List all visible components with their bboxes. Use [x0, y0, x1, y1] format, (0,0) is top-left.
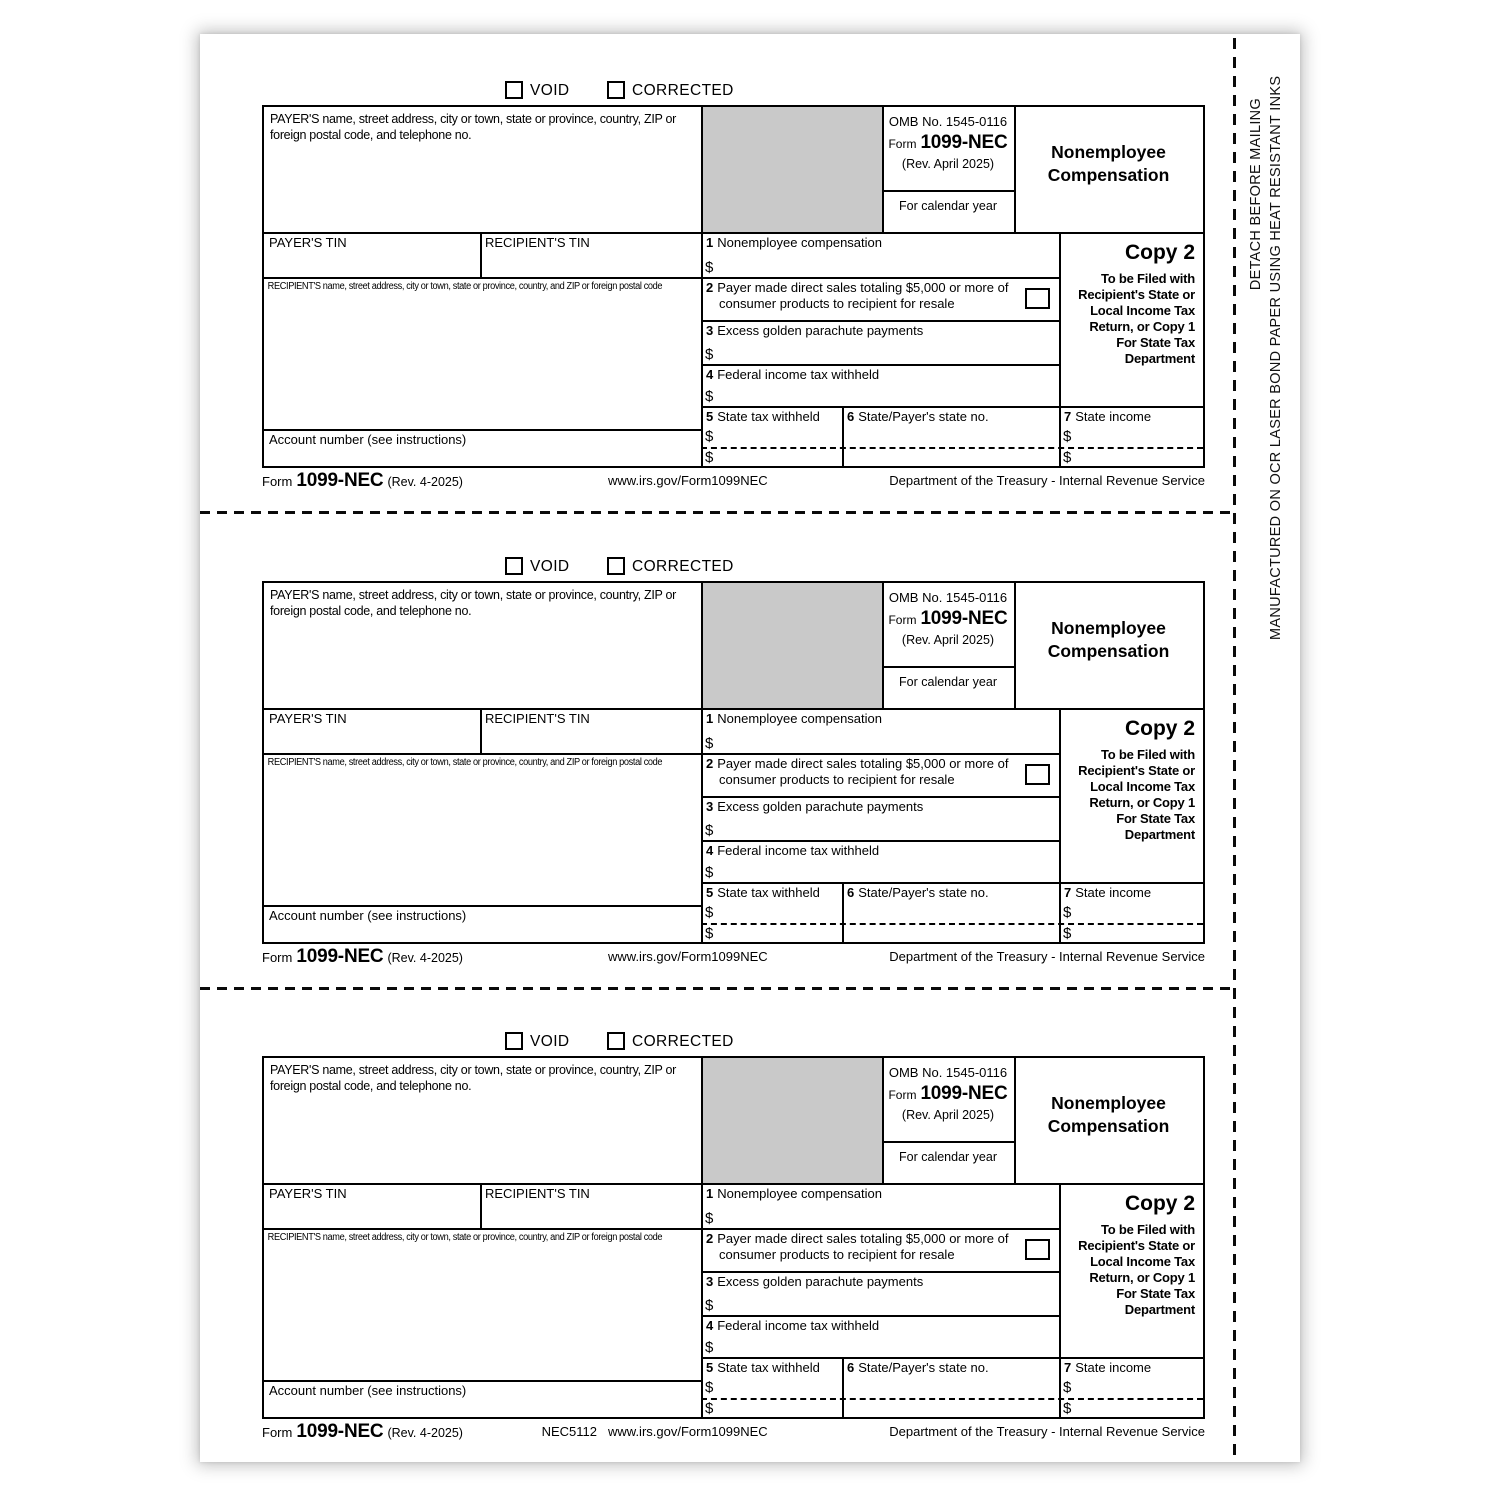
- copy2-text-line: To be Filed with: [1100, 747, 1195, 762]
- box3-label: 3 Excess golden parachute payments: [706, 1274, 924, 1289]
- dollar-sign: $: [1063, 428, 1072, 445]
- copy2-text-line: Return, or Copy 1: [1089, 1270, 1195, 1285]
- box5-label: 5 State tax withheld: [706, 409, 820, 424]
- title-line-1: Nonemployee: [1051, 142, 1166, 162]
- box7-label: 7 State income: [1064, 409, 1152, 424]
- copy2-text-line: Recipient's State or: [1078, 287, 1195, 302]
- box5-state-tax-withheld[interactable]: [701, 882, 844, 942]
- box4-label: 4 Federal income tax withheld: [706, 367, 880, 382]
- calendar-year-label: For calendar year: [899, 199, 997, 213]
- shaded-box: [703, 1058, 884, 1185]
- account-number-label: Account number (see instructions): [269, 1383, 467, 1398]
- corrected-label: CORRECTED: [632, 1033, 734, 1050]
- irs-url: www.irs.gov/Form1099NEC: [608, 949, 768, 964]
- irs-url: www.irs.gov/Form1099NEC: [608, 473, 768, 488]
- calendar-year-label: For calendar year: [899, 1150, 997, 1164]
- form-1099-nec-copy: [200, 557, 1300, 1027]
- copy2-text-line: For State Tax: [1116, 811, 1195, 826]
- box2-label: 2 Payer made direct sales totaling $5,000 or more of consumer products to recipient for resale: [706, 756, 1009, 787]
- form-title: [1014, 107, 1203, 234]
- box1-nonemployee-compensation[interactable]: [701, 1183, 1061, 1230]
- product-code: NEC5112: [541, 1424, 597, 1439]
- treasury-department-text: Department of the Treasury - Internal Revenue Service: [889, 1424, 1205, 1439]
- box1-nonemployee-compensation[interactable]: [701, 708, 1061, 755]
- box3-golden-parachute[interactable]: [701, 320, 1061, 366]
- dollar-sign: $: [705, 259, 714, 276]
- revision-date: (Rev. April 2025): [901, 1108, 995, 1122]
- copy2-text-line: Local Income Tax: [1090, 303, 1195, 318]
- copy2-text-line: For State Tax: [1116, 1286, 1195, 1301]
- manufactured-ocr-text: MANUFACTURED ON OCR LASER BOND PAPER USING HEAT RESISTANT INKS: [1268, 75, 1284, 640]
- recipient-tin-label: RECIPIENT'S TIN: [485, 1186, 590, 1201]
- void-corrected-row: [200, 557, 1300, 577]
- recipient-name-address-box[interactable]: [264, 1228, 703, 1382]
- treasury-department-text: Department of the Treasury - Internal Revenue Service: [889, 949, 1205, 964]
- recipient-tin-box[interactable]: [480, 1183, 703, 1230]
- form-word: Form: [888, 1088, 917, 1102]
- form-table: [262, 105, 1205, 468]
- box5-state-tax-withheld[interactable]: [701, 406, 844, 466]
- void-checkbox[interactable]: [505, 1032, 523, 1050]
- recipient-name-address-box[interactable]: [264, 753, 703, 907]
- corrected-label: CORRECTED: [632, 558, 734, 575]
- detach-before-mailing-text: DETACH BEFORE MAILING: [1248, 98, 1264, 291]
- title-line-2: Compensation: [1047, 1116, 1170, 1136]
- omb-number: OMB No. 1545-0116: [888, 114, 1008, 129]
- omb-form-box: [882, 583, 1016, 710]
- payer-tin-box[interactable]: [264, 1183, 482, 1230]
- form-footer: [262, 1421, 1205, 1441]
- payer-name-address-box[interactable]: [264, 1058, 703, 1185]
- copy2-text-line: Local Income Tax: [1090, 1254, 1195, 1269]
- account-number-box[interactable]: [264, 905, 703, 942]
- form-footer: [262, 470, 1205, 490]
- box3-label: 3 Excess golden parachute payments: [706, 323, 924, 338]
- payer-tin-label: PAYER'S TIN: [269, 711, 347, 726]
- void-corrected-row: [200, 1032, 1300, 1052]
- revision-date: (Rev. April 2025): [901, 157, 995, 171]
- dollar-sign: $: [1063, 925, 1072, 942]
- payer-tin-label: PAYER'S TIN: [269, 235, 347, 250]
- dollar-sign: $: [705, 735, 714, 752]
- footer-form-id: [262, 946, 463, 968]
- dollar-sign: $: [705, 822, 714, 839]
- shaded-box: [703, 107, 884, 234]
- account-number-label: Account number (see instructions): [269, 908, 467, 923]
- box4-federal-tax-withheld[interactable]: [701, 1315, 1061, 1359]
- omb-section: [882, 1058, 1014, 1143]
- corrected-checkbox[interactable]: [607, 1032, 625, 1050]
- void-label: VOID: [530, 82, 570, 99]
- recipient-tin-box[interactable]: [480, 232, 703, 279]
- void-corrected-row: [200, 81, 1300, 101]
- form-sheet: [200, 34, 1300, 1462]
- box1-nonemployee-compensation[interactable]: [701, 232, 1061, 279]
- void-checkbox[interactable]: [505, 81, 523, 99]
- form-word: Form: [888, 137, 917, 151]
- box7-state-income[interactable]: [1059, 1357, 1203, 1417]
- footer-form-word: Form: [262, 950, 293, 965]
- footer-form-id: [262, 1421, 463, 1443]
- form-title: [1014, 1058, 1203, 1185]
- form-number: 1099-NEC: [920, 1083, 1008, 1104]
- form-table: [262, 581, 1205, 944]
- box7-state-income[interactable]: [1059, 882, 1203, 942]
- box2-label: 2 Payer made direct sales totaling $5,000 or more of consumer products to recipient for resale: [706, 1231, 1009, 1262]
- box5-label: 5 State tax withheld: [706, 1360, 820, 1375]
- shaded-box: [703, 583, 884, 710]
- revision-date: (Rev. April 2025): [901, 633, 995, 647]
- title-line-1: Nonemployee: [1051, 1093, 1166, 1113]
- footer-form-number: 1099-NEC: [296, 1421, 384, 1442]
- dollar-sign: $: [1063, 449, 1072, 466]
- copy2-text-line: For State Tax: [1116, 335, 1195, 350]
- box4-label: 4 Federal income tax withheld: [706, 843, 880, 858]
- box1-label: 1 Nonemployee compensation: [706, 711, 883, 726]
- form-1099-nec-copy: [200, 81, 1300, 551]
- dollar-sign: $: [705, 1297, 714, 1314]
- box6-state-payer-state-no[interactable]: [842, 882, 1061, 942]
- treasury-department-text: Department of the Treasury - Internal Revenue Service: [889, 473, 1205, 488]
- footer-revision: (Rev. 4-2025): [387, 1426, 463, 1440]
- recipient-name-address-label: RECIPIENT'S name, street address, city or town, state or province, country, and ZIP or foreign postal code: [267, 1232, 663, 1243]
- copy2-panel: [1059, 708, 1203, 884]
- title-line-2: Compensation: [1047, 641, 1170, 661]
- box4-label: 4 Federal income tax withheld: [706, 1318, 880, 1333]
- dollar-sign: $: [705, 449, 714, 466]
- dollar-sign: $: [705, 1339, 714, 1356]
- box2-checkbox[interactable]: [1025, 288, 1050, 309]
- box1-label: 1 Nonemployee compensation: [706, 235, 883, 250]
- omb-section: [882, 583, 1014, 668]
- recipient-tin-label: RECIPIENT'S TIN: [485, 235, 590, 250]
- payer-tin-label: PAYER'S TIN: [269, 1186, 347, 1201]
- form-title: [1014, 583, 1203, 710]
- box3-golden-parachute[interactable]: [701, 1271, 1061, 1317]
- recipient-tin-box[interactable]: [480, 708, 703, 755]
- box3-label: 3 Excess golden parachute payments: [706, 799, 924, 814]
- dollar-sign: $: [705, 346, 714, 363]
- copy2-text-line: To be Filed with: [1100, 1222, 1195, 1237]
- footer-revision: (Rev. 4-2025): [387, 475, 463, 489]
- form-number: 1099-NEC: [920, 132, 1008, 153]
- copy2-text-line: Return, or Copy 1: [1089, 319, 1195, 334]
- copy2-text-line: Department: [1124, 827, 1195, 842]
- dollar-sign: $: [705, 428, 714, 445]
- form-table: [262, 1056, 1205, 1419]
- box5-label: 5 State tax withheld: [706, 885, 820, 900]
- dollar-sign: $: [705, 925, 714, 942]
- form-number-line: [882, 1083, 1014, 1105]
- footer-form-id: [262, 470, 463, 492]
- dollar-sign: $: [705, 904, 714, 921]
- omb-section: [882, 107, 1014, 192]
- form-word: Form: [888, 613, 917, 627]
- dollar-sign: $: [1063, 904, 1072, 921]
- copy2-text-line: Local Income Tax: [1090, 779, 1195, 794]
- corrected-checkbox[interactable]: [607, 81, 625, 99]
- copy2-text-line: Department: [1124, 1302, 1195, 1317]
- form-footer: [262, 946, 1205, 966]
- payer-name-address-label: PAYER'S name, street address, city or town, state or province, country, ZIP or foreign postal code, and telephone no.: [270, 588, 677, 618]
- copy2-panel: [1059, 232, 1203, 408]
- recipient-name-address-label: RECIPIENT'S name, street address, city or town, state or province, country, and ZIP or foreign postal code: [267, 281, 663, 292]
- dollar-sign: $: [1063, 1379, 1072, 1396]
- dollar-sign: $: [705, 1210, 714, 1227]
- void-label: VOID: [530, 1033, 570, 1050]
- box1-label: 1 Nonemployee compensation: [706, 1186, 883, 1201]
- box6-state-payer-state-no[interactable]: [842, 406, 1061, 466]
- footer-form-number: 1099-NEC: [296, 946, 384, 967]
- dollar-sign: $: [705, 1379, 714, 1396]
- box6-label: 6 State/Payer's state no.: [847, 885, 989, 900]
- footer-form-word: Form: [262, 474, 293, 489]
- box2-checkbox[interactable]: [1025, 1239, 1050, 1260]
- payer-name-address-box[interactable]: [264, 107, 703, 234]
- copy2-text-line: Recipient's State or: [1078, 1238, 1195, 1253]
- account-number-label: Account number (see instructions): [269, 432, 467, 447]
- box7-state-income[interactable]: [1059, 406, 1203, 466]
- footer-form-word: Form: [262, 1425, 293, 1440]
- calendar-year-label: For calendar year: [899, 675, 997, 689]
- payer-name-address-label: PAYER'S name, street address, city or town, state or province, country, ZIP or foreign postal code, and telephone no.: [270, 112, 677, 142]
- recipient-name-address-box[interactable]: [264, 277, 703, 431]
- box6-label: 6 State/Payer's state no.: [847, 409, 989, 424]
- void-checkbox[interactable]: [505, 557, 523, 575]
- box2-label: 2 Payer made direct sales totaling $5,000 or more of consumer products to recipient for resale: [706, 280, 1009, 311]
- payer-tin-box[interactable]: [264, 708, 482, 755]
- recipient-name-address-label: RECIPIENT'S name, street address, city or town, state or province, country, and ZIP or foreign postal code: [267, 757, 663, 768]
- copy2-text-line: Department: [1124, 351, 1195, 366]
- copy2-title: Copy 2: [1124, 241, 1195, 264]
- box6-state-payer-state-no[interactable]: [842, 1357, 1061, 1417]
- payer-name-address-label: PAYER'S name, street address, city or town, state or province, country, ZIP or foreign postal code, and telephone no.: [270, 1063, 677, 1093]
- footer-form-number: 1099-NEC: [296, 470, 384, 491]
- box7-label: 7 State income: [1064, 1360, 1152, 1375]
- account-number-box[interactable]: [264, 429, 703, 466]
- form-number-line: [882, 132, 1014, 154]
- box5-state-tax-withheld[interactable]: [701, 1357, 844, 1417]
- title-line-1: Nonemployee: [1051, 618, 1166, 638]
- form-number-line: [882, 608, 1014, 630]
- omb-form-box: [882, 1058, 1016, 1185]
- box3-golden-parachute[interactable]: [701, 796, 1061, 842]
- recipient-tin-label: RECIPIENT'S TIN: [485, 711, 590, 726]
- payer-tin-box[interactable]: [264, 232, 482, 279]
- box4-federal-tax-withheld[interactable]: [701, 840, 1061, 884]
- corrected-label: CORRECTED: [632, 82, 734, 99]
- title-line-2: Compensation: [1047, 165, 1170, 185]
- box2-direct-sales[interactable]: [701, 1228, 1061, 1273]
- box6-label: 6 State/Payer's state no.: [847, 1360, 989, 1375]
- copy2-title: Copy 2: [1124, 717, 1195, 740]
- copy2-panel: [1059, 1183, 1203, 1359]
- corrected-checkbox[interactable]: [607, 557, 625, 575]
- form-1099-nec-copy: [200, 1032, 1300, 1500]
- dollar-sign: $: [1063, 1400, 1072, 1417]
- box4-federal-tax-withheld[interactable]: [701, 364, 1061, 408]
- copy2-title: Copy 2: [1124, 1192, 1195, 1215]
- omb-number: OMB No. 1545-0116: [888, 590, 1008, 605]
- account-number-box[interactable]: [264, 1380, 703, 1417]
- vertical-perforation-line: [1233, 38, 1236, 1458]
- box2-checkbox[interactable]: [1025, 764, 1050, 785]
- horizontal-perforation-line-2: [200, 987, 1234, 990]
- dollar-sign: $: [705, 388, 714, 405]
- payer-name-address-box[interactable]: [264, 583, 703, 710]
- horizontal-perforation-line-1: [200, 511, 1234, 514]
- form-number: 1099-NEC: [920, 608, 1008, 629]
- dollar-sign: $: [705, 1400, 714, 1417]
- copy2-text-line: Recipient's State or: [1078, 763, 1195, 778]
- footer-revision: (Rev. 4-2025): [387, 951, 463, 965]
- box2-direct-sales[interactable]: [701, 277, 1061, 322]
- void-label: VOID: [530, 558, 570, 575]
- dollar-sign: $: [705, 864, 714, 881]
- copy2-text-line: Return, or Copy 1: [1089, 795, 1195, 810]
- omb-form-box: [882, 107, 1016, 234]
- box2-direct-sales[interactable]: [701, 753, 1061, 798]
- copy2-text-line: To be Filed with: [1100, 271, 1195, 286]
- box7-label: 7 State income: [1064, 885, 1152, 900]
- irs-url: www.irs.gov/Form1099NEC: [608, 1424, 768, 1439]
- omb-number: OMB No. 1545-0116: [888, 1065, 1008, 1080]
